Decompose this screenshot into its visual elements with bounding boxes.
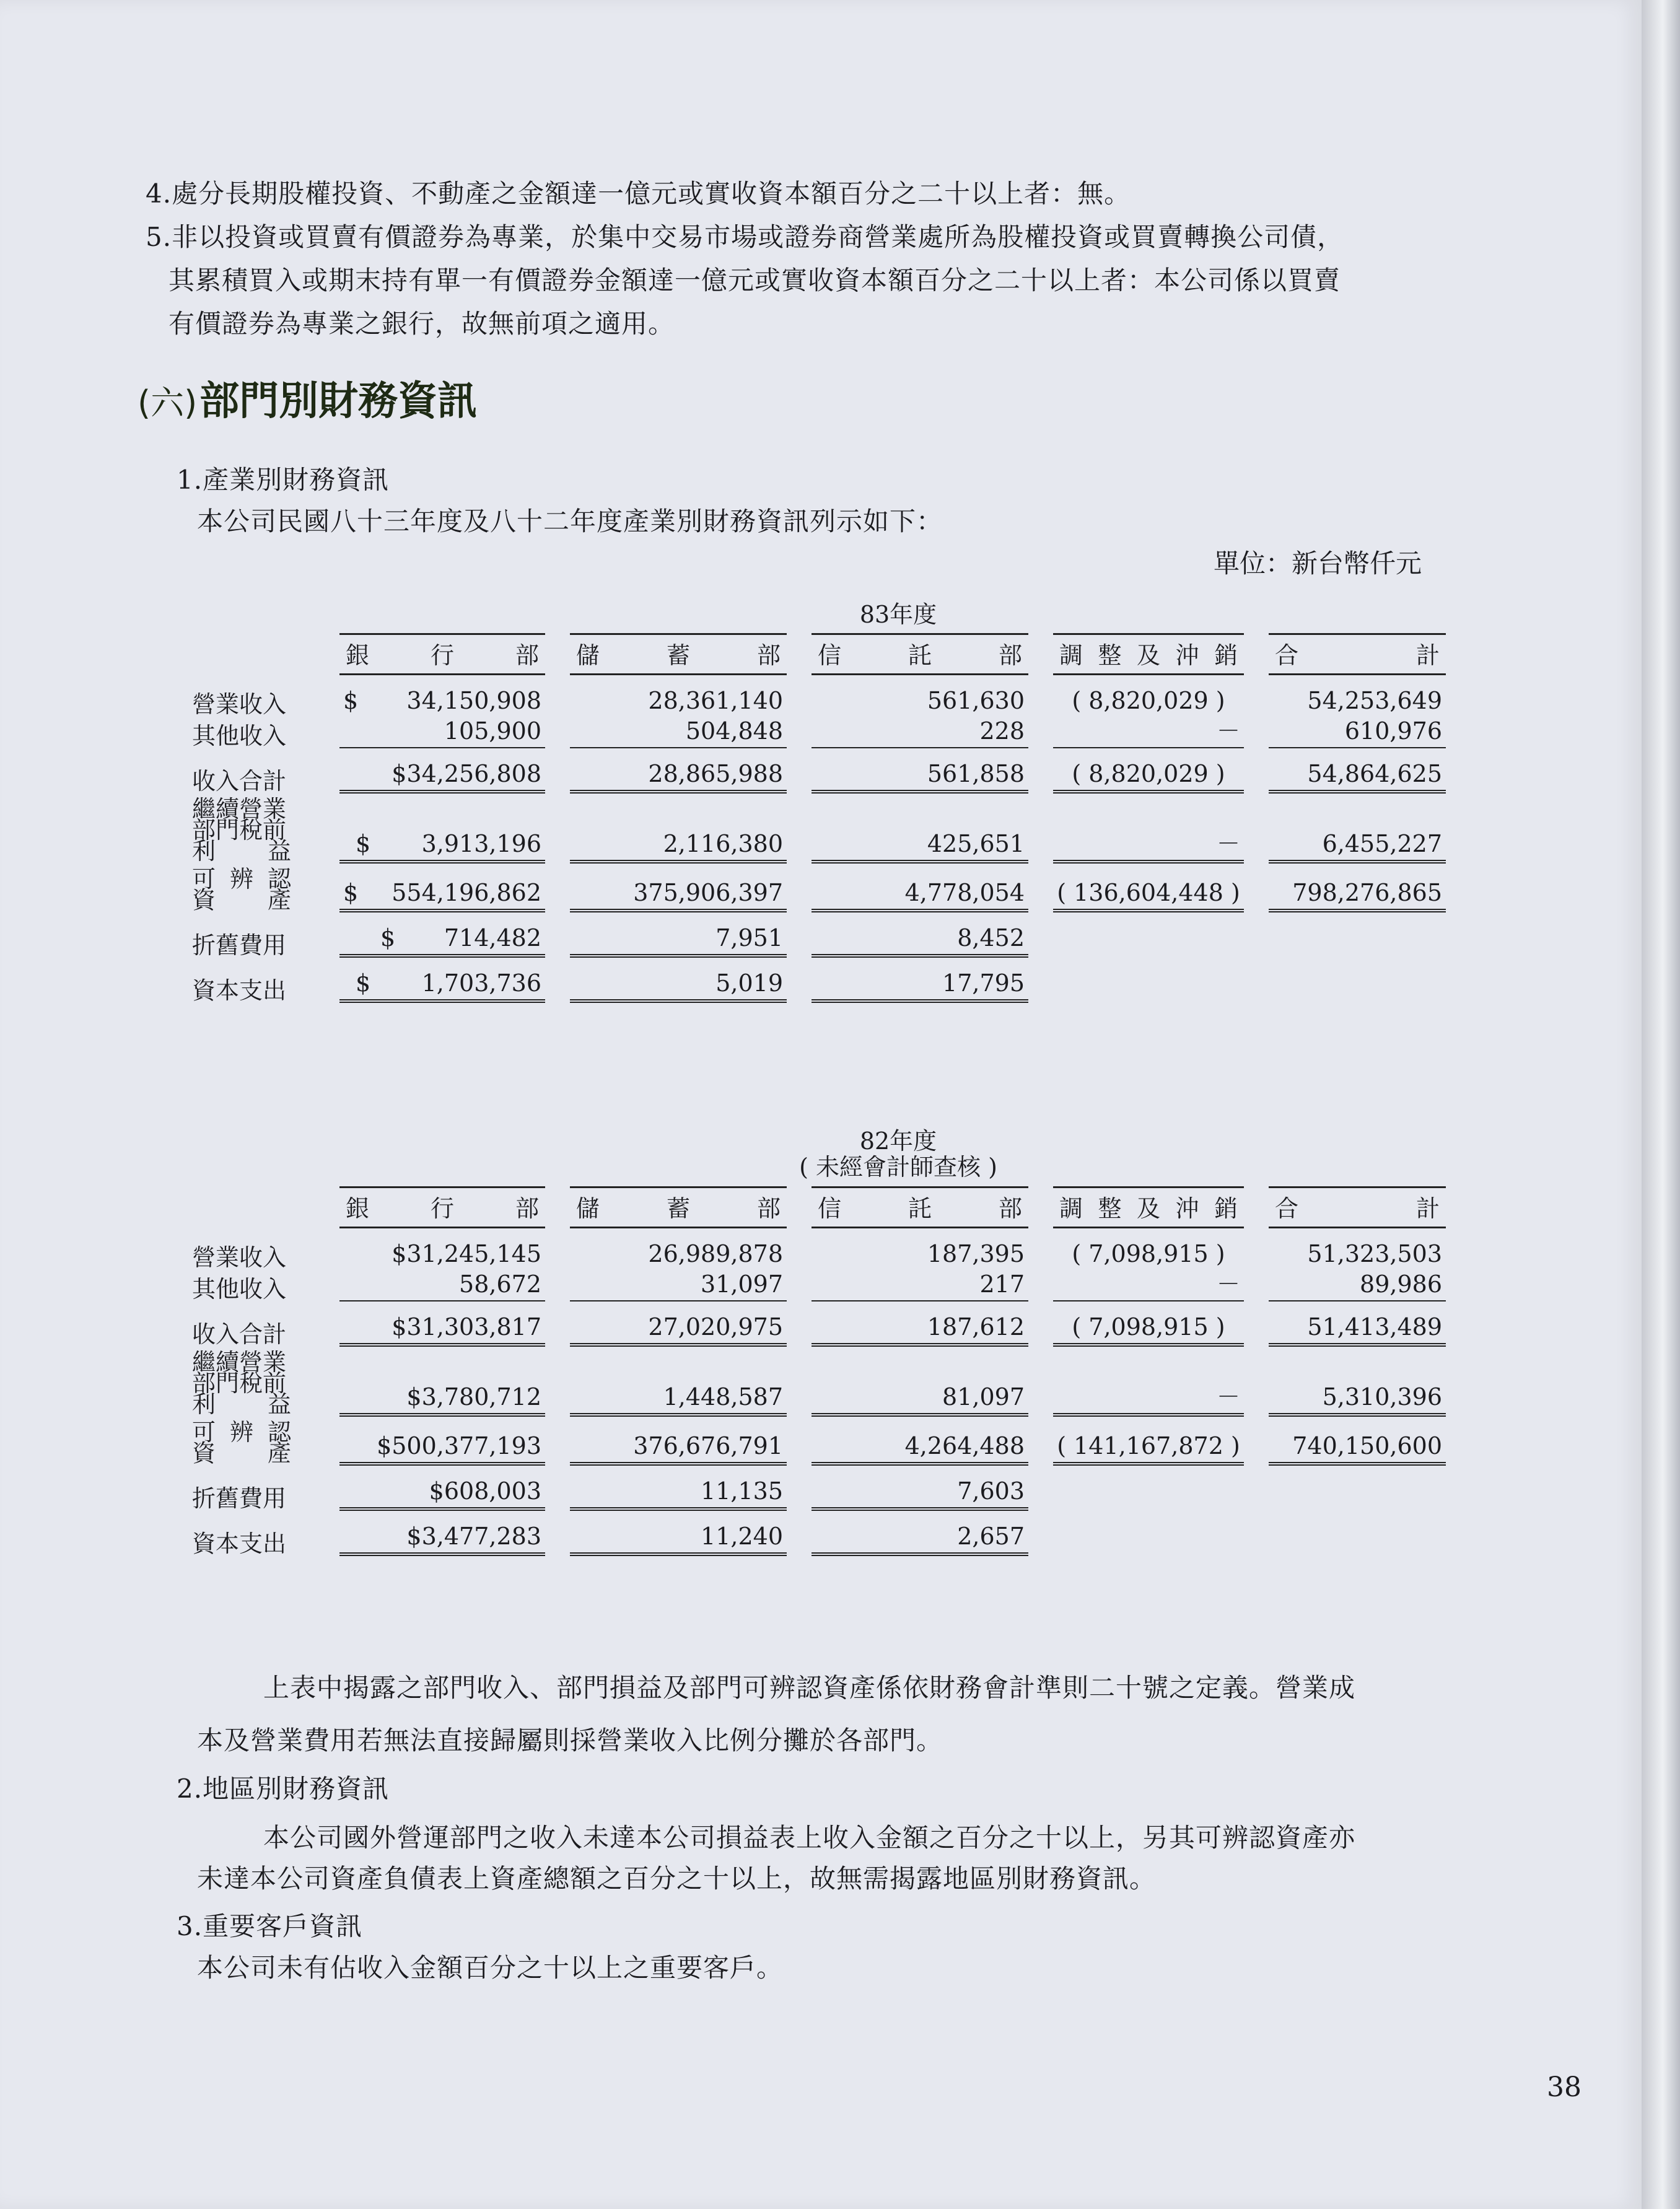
dollar-sign: $ xyxy=(356,830,371,857)
row-label: 繼續營業 部門稅前 利益 xyxy=(192,795,291,865)
table-row xyxy=(186,912,1458,958)
table-cell: 7,951 xyxy=(570,924,787,958)
dollar-sign: $ xyxy=(406,1523,422,1550)
table-cell: 561,858 xyxy=(812,759,1028,794)
dollar-sign: $ xyxy=(429,1477,444,1505)
table-cell: ( 141,167,872 ) xyxy=(1053,1432,1244,1466)
table-row xyxy=(186,1347,1458,1417)
regional-line-1: 本公司國外營運部門之收入未達本公司損益表上收入金額之百分之十以上，另其可辨認資產亦 xyxy=(263,1822,1356,1853)
col-header-bank: 銀行部 xyxy=(327,633,558,675)
col-header-total: 合計 xyxy=(1256,1186,1458,1228)
dollar-sign: $ xyxy=(356,969,371,997)
table-82-subtitle: ( 未經會計師查核 ) xyxy=(799,1153,997,1181)
table-row xyxy=(186,748,1458,794)
table-cell: 187,395 xyxy=(927,1240,1025,1267)
note-line-2: 本及營業費用若無法直接歸屬則採營業收入比例分攤於各部門。 xyxy=(197,1725,943,1756)
table-cell: 34,150,908 xyxy=(406,687,541,714)
table-cell: 105,900 xyxy=(339,717,545,748)
table-cell: 2,116,380 xyxy=(570,829,787,864)
item-4-text: 4.處分長期股權投資、不動產之金額達一億元或實收資本額百分之二十以上者：無。 xyxy=(146,178,1131,209)
item-5-line-3: 有價證券為專業之銀行，故無前項之適用。 xyxy=(168,308,675,339)
table-82-header-row xyxy=(186,1186,1458,1228)
row-label: 其他收入 xyxy=(192,722,287,750)
dollar-sign: $ xyxy=(392,1313,407,1341)
table-cell: 376,676,791 xyxy=(570,1432,787,1466)
row-label: 繼續營業 部門稅前 利益 xyxy=(192,1349,291,1418)
col-header-savings: 儲蓄部 xyxy=(558,1186,799,1228)
row-label: 資本支出 xyxy=(192,1530,287,1557)
table-cell: 2,657 xyxy=(812,1522,1028,1556)
row-label: 收入合計 xyxy=(192,1321,287,1348)
table-cell: 217 xyxy=(812,1270,1028,1301)
table-row xyxy=(186,1301,1458,1347)
table-cell: 17,795 xyxy=(812,969,1028,1003)
dollar-sign: $ xyxy=(392,760,407,787)
table-cell: ( 8,820,029 ) xyxy=(1053,759,1244,794)
table-cell: 11,240 xyxy=(570,1522,787,1556)
table-cell: 1,703,736 xyxy=(421,969,541,997)
table-row xyxy=(186,717,1458,748)
row-label: 營業收入 xyxy=(192,691,287,718)
note-line-1: 上表中揭露之部門收入、部門損益及部門可辨認資產係依財務會計準則二十號之定義。營業成 xyxy=(263,1673,1356,1703)
table-cell: 561,630 xyxy=(927,687,1025,714)
table-cell: － xyxy=(1053,829,1244,864)
table-cell: 34,256,808 xyxy=(406,760,541,787)
col-header-adjustment: 調整及沖銷 xyxy=(1041,1186,1256,1228)
row-label: 折舊費用 xyxy=(192,932,287,959)
row-label: 折舊費用 xyxy=(192,1485,287,1512)
col-header-savings: 儲蓄部 xyxy=(558,633,799,675)
col-header-adjustment: 調整及沖銷 xyxy=(1041,633,1256,675)
table-cell: 375,906,397 xyxy=(570,878,787,912)
table-83-header-row xyxy=(186,633,1458,675)
table-row xyxy=(186,794,1458,864)
table-cell: 714,482 xyxy=(444,924,541,951)
unit-label: 單位：新台幣仟元 xyxy=(1213,548,1422,579)
section-heading xyxy=(138,377,477,428)
table-row xyxy=(186,675,1458,717)
table-82 xyxy=(186,1186,1458,1556)
item-5-line-1: 5.非以投資或買賣有價證券為專業，於集中交易市場或證券商營業處所為股權投資或買賣轉換公司債， xyxy=(146,222,1344,252)
table-cell: 31,245,145 xyxy=(406,1240,541,1267)
table-cell: 1,448,587 xyxy=(570,1383,787,1417)
table-cell: 28,865,988 xyxy=(570,759,787,794)
table-cell: 554,196,862 xyxy=(392,879,541,906)
dollar-sign: $ xyxy=(377,1432,392,1459)
table-row xyxy=(186,1228,1458,1270)
section-number: (六) xyxy=(138,383,198,422)
table-cell: － xyxy=(1053,1383,1244,1417)
table-cell: ( 7,098,915 ) xyxy=(1053,1313,1244,1347)
customers-line-1: 本公司未有佔收入金額百分之十以上之重要客戶。 xyxy=(197,1953,784,1983)
table-cell: 54,864,625 xyxy=(1269,759,1446,794)
table-cell: 51,323,503 xyxy=(1307,1240,1442,1267)
section-title: 部門別財務資訊 xyxy=(199,378,478,424)
table-cell: ( 7,098,915 ) xyxy=(1072,1240,1225,1267)
table-cell: 610,976 xyxy=(1269,717,1446,748)
table-cell: 740,150,600 xyxy=(1269,1432,1446,1466)
item-5-line-2: 其累積買入或期末持有單一有價證券金額達一億元或實收資本額百分之二十以上者：本公司係以買賣 xyxy=(168,265,1341,295)
dollar-sign: $ xyxy=(380,924,396,951)
row-label: 資本支出 xyxy=(192,977,287,1004)
dollar-sign: $ xyxy=(343,687,359,714)
table-cell: 3,780,712 xyxy=(421,1383,541,1411)
customers-heading: 3.重要客戶資訊 xyxy=(177,1911,363,1941)
table-row xyxy=(186,1511,1458,1556)
table-cell: 4,264,488 xyxy=(812,1432,1028,1466)
table-83-title: 83年度 xyxy=(859,601,937,628)
dollar-sign: $ xyxy=(392,1240,407,1267)
table-cell: 798,276,865 xyxy=(1269,878,1446,912)
table-row xyxy=(186,1466,1458,1511)
table-cell: 500,377,193 xyxy=(392,1432,541,1459)
table-cell: － xyxy=(1053,717,1244,748)
page-edge xyxy=(1642,0,1680,2209)
row-label: 可辨認 資產 xyxy=(192,865,291,914)
table-cell: 89,986 xyxy=(1269,1270,1446,1301)
industry-intro: 本公司民國八十三年度及八十二年度產業別財務資訊列示如下： xyxy=(197,506,943,536)
table-row xyxy=(186,1417,1458,1466)
row-label: 營業收入 xyxy=(192,1244,287,1271)
table-cell: 28,361,140 xyxy=(648,687,783,714)
dollar-sign: $ xyxy=(343,879,359,906)
table-cell: 6,455,227 xyxy=(1269,829,1446,864)
table-cell: 8,452 xyxy=(812,924,1028,958)
row-label: 收入合計 xyxy=(192,768,287,795)
col-header-trust: 信託部 xyxy=(799,633,1041,675)
table-cell: 187,612 xyxy=(812,1313,1028,1347)
table-cell: 5,310,396 xyxy=(1269,1383,1446,1417)
table-cell: － xyxy=(1053,1270,1244,1301)
table-cell: 608,003 xyxy=(444,1477,541,1505)
row-label: 其他收入 xyxy=(192,1275,287,1303)
table-cell: 228 xyxy=(812,717,1028,748)
regional-line-2: 未達本公司資產負債表上資產總額之百分之十以上，故無需揭露地區別財務資訊。 xyxy=(197,1863,1157,1894)
col-header-total: 合計 xyxy=(1256,633,1458,675)
regional-heading: 2.地區別財務資訊 xyxy=(177,1774,390,1804)
table-cell: 26,989,878 xyxy=(648,1240,783,1267)
table-cell: 81,097 xyxy=(812,1383,1028,1417)
industry-heading: 1.產業別財務資訊 xyxy=(177,465,390,495)
table-cell: 27,020,975 xyxy=(570,1313,787,1347)
table-cell: 31,097 xyxy=(570,1270,787,1301)
table-cell: ( 136,604,448 ) xyxy=(1053,878,1244,912)
table-row xyxy=(186,864,1458,912)
table-row xyxy=(186,958,1458,1003)
col-header-trust: 信託部 xyxy=(799,1186,1041,1228)
page-number: 38 xyxy=(1547,2071,1582,2103)
table-cell: 504,848 xyxy=(570,717,787,748)
table-cell: 11,135 xyxy=(570,1477,787,1511)
col-header-bank: 銀行部 xyxy=(327,1186,558,1228)
table-cell: 3,477,283 xyxy=(421,1523,541,1550)
table-83 xyxy=(186,633,1458,1003)
table-cell: 7,603 xyxy=(812,1477,1028,1511)
table-cell: 51,413,489 xyxy=(1269,1313,1446,1347)
table-row xyxy=(186,1270,1458,1301)
table-82-title: 82年度 xyxy=(859,1127,937,1155)
table-cell: ( 8,820,029 ) xyxy=(1072,687,1225,714)
table-cell: 425,651 xyxy=(812,829,1028,864)
row-label: 可辨認 資產 xyxy=(192,1419,291,1467)
table-cell: 5,019 xyxy=(570,969,787,1003)
table-cell: 31,303,817 xyxy=(406,1313,541,1341)
table-cell: 3,913,196 xyxy=(421,830,541,857)
table-cell: 58,672 xyxy=(339,1270,545,1301)
table-cell: 54,253,649 xyxy=(1307,687,1442,714)
table-cell: 4,778,054 xyxy=(812,878,1028,912)
dollar-sign: $ xyxy=(406,1383,422,1411)
